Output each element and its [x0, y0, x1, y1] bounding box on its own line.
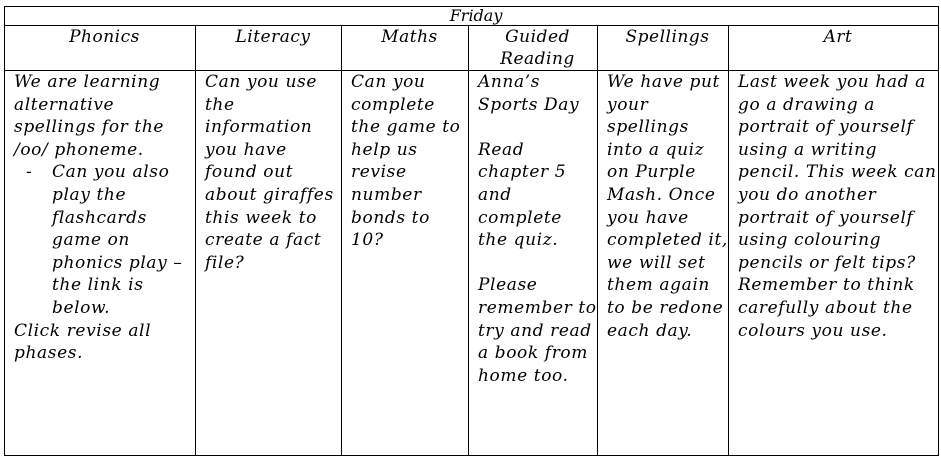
spacer — [478, 252, 597, 275]
spacer — [478, 116, 597, 139]
day-header-row — [5, 7, 939, 26]
literacy-cell — [196, 71, 342, 456]
header-art: Art — [729, 26, 939, 71]
header-literacy: Literacy — [196, 26, 342, 71]
day-title: Friday — [5, 7, 939, 26]
art-reminder: Remember to think carefully about the colours you use. — [738, 275, 915, 341]
subject-header-row — [5, 26, 939, 71]
maths-cell — [342, 71, 469, 456]
header-guided-reading: Guided Reading — [469, 26, 598, 71]
task-row — [5, 71, 939, 456]
phonics-intro: We are learning alternative spellings for the /oo/ phoneme. — [14, 72, 165, 160]
reading-task: Read chapter 5 and complete the quiz. — [478, 139, 567, 251]
phonics-bullet-text: Can you also play the flashcards game on phonics play – the link is below. — [52, 162, 183, 318]
literacy-text: Can you use the information you have found out about giraffes this week to create a fact file? — [205, 72, 334, 273]
art-text: Last week you had a go a drawing a portrait of yourself using a writing pencil. This week can you do another portrait of yourself using colouring pencils or felt tips? — [738, 72, 937, 273]
friday-timetable — [4, 6, 939, 456]
bullet-dash-icon: - — [26, 162, 33, 183]
header-maths: Maths — [342, 26, 469, 71]
phonics-closing: Click revise all phases. — [14, 320, 152, 364]
phonics-cell — [5, 71, 196, 456]
spellings-cell — [598, 71, 729, 456]
header-phonics: Phonics — [5, 26, 196, 71]
art-cell — [729, 71, 939, 456]
spellings-text: We have put your spellings into a quiz on Purple Mash. Once you have completed it, we will set them again to be redone each day. — [607, 72, 728, 341]
guided-reading-cell — [469, 71, 598, 456]
reading-reminder: Please remember to try and read a book from home too. — [478, 275, 597, 386]
maths-text: Can you complete the game to help us revise number bonds to 10? — [351, 72, 461, 251]
book-title: Anna’s Sports Day — [478, 72, 580, 115]
phonics-bullet-item — [14, 161, 195, 319]
header-spellings: Spellings — [598, 26, 729, 71]
